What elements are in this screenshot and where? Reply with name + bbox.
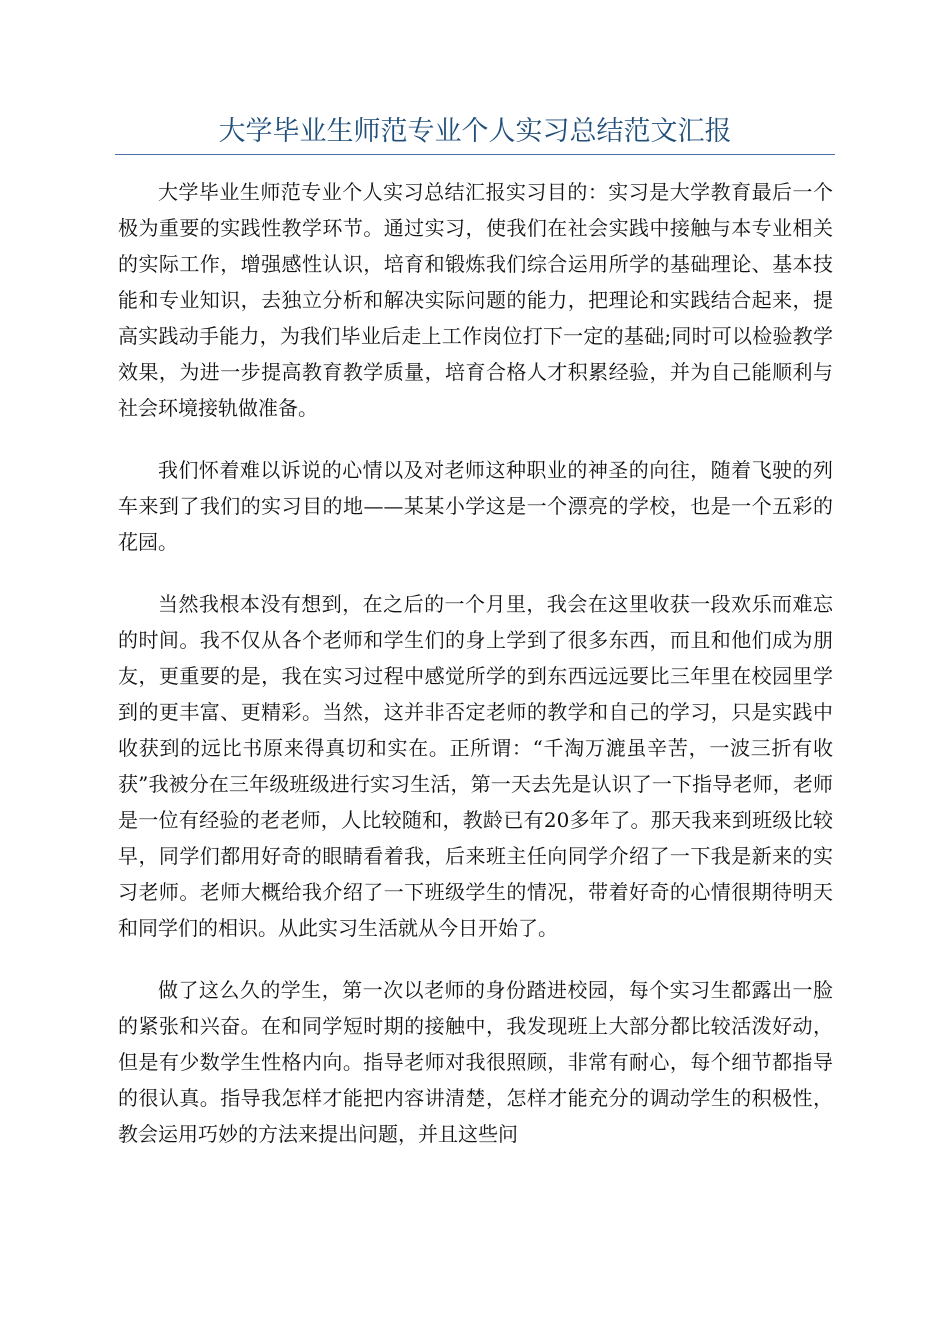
document-title: 大学毕业生师范专业个人实习总结范文汇报 <box>218 116 732 147</box>
title-underline <box>115 154 835 155</box>
paragraph-3: 当然我根本没有想到，在之后的一个月里，我会在这里收获一段欢乐而难忘的时间。我不仅从各个老师和学生们的身上学到了很多东西，而且和他们成为朋友，更重要的是，我在实习过程中感觉所学的到东西远远要比三年里在校园里学到的更丰富、更精彩。当然，这并非否定老师的教学和自己的学习，只是实践中收获到的远比书原来得真切和实在。正所谓：“千淘万漉虽辛苦，一波三折有收获”我被分在三年级班级进行实习生活，第一天去先是认识了一下指导老师，老师是一位有经验的老老师，人比较随和，教龄已有20多年了。那天我来到班级比较早，同学们都用好奇的眼睛看着我，后来班主任向同学介绍了一下我是新来的实习老师。老师大概给我介绍了一下班级学生的情况，带着好奇的心情很期待明天和同学们的相识。从此实习生活就从今日开始了。 <box>118 592 833 940</box>
document-body <box>118 174 833 1178</box>
paragraph-1: 大学毕业生师范专业个人实习总结汇报实习目的：实习是大学教育最后一个极为重要的实践性教学环节。通过实习，使我们在社会实践中接触与本专业相关的实际工作，增强感性认识，培育和锻炼我们综合运用所学的基础理论、基本技能和专业知识，去独立分析和解决实际问题的能力，把理论和实践结合起来，提高实践动手能力，为我们毕业后走上工作岗位打下一定的基础;同时可以检验教学效果，为进一步提高教育教学质量，培育合格人才积累经验，并为自己能顺利与社会环境接轨做准备。 <box>118 180 833 420</box>
paragraph-4: 做了这么久的学生，第一次以老师的身份踏进校园，每个实习生都露出一脸的紧张和兴奋。在和同学短时期的接触中，我发现班上大部分都比较活泼好动，但是有少数学生性格内向。指导老师对我很照顾，非常有耐心，每个细节都指导的很认真。指导我怎样才能把内容讲清楚，怎样才能充分的调动学生的积极性，教会运用巧妙的方法来提出问题，并且这些问 <box>118 978 833 1146</box>
paragraph-2: 我们怀着难以诉说的心情以及对老师这种职业的神圣的向往，随着飞驶的列车来到了我们的实习目的地——某某小学这是一个漂亮的学校，也是一个五彩的花园。 <box>118 458 833 554</box>
